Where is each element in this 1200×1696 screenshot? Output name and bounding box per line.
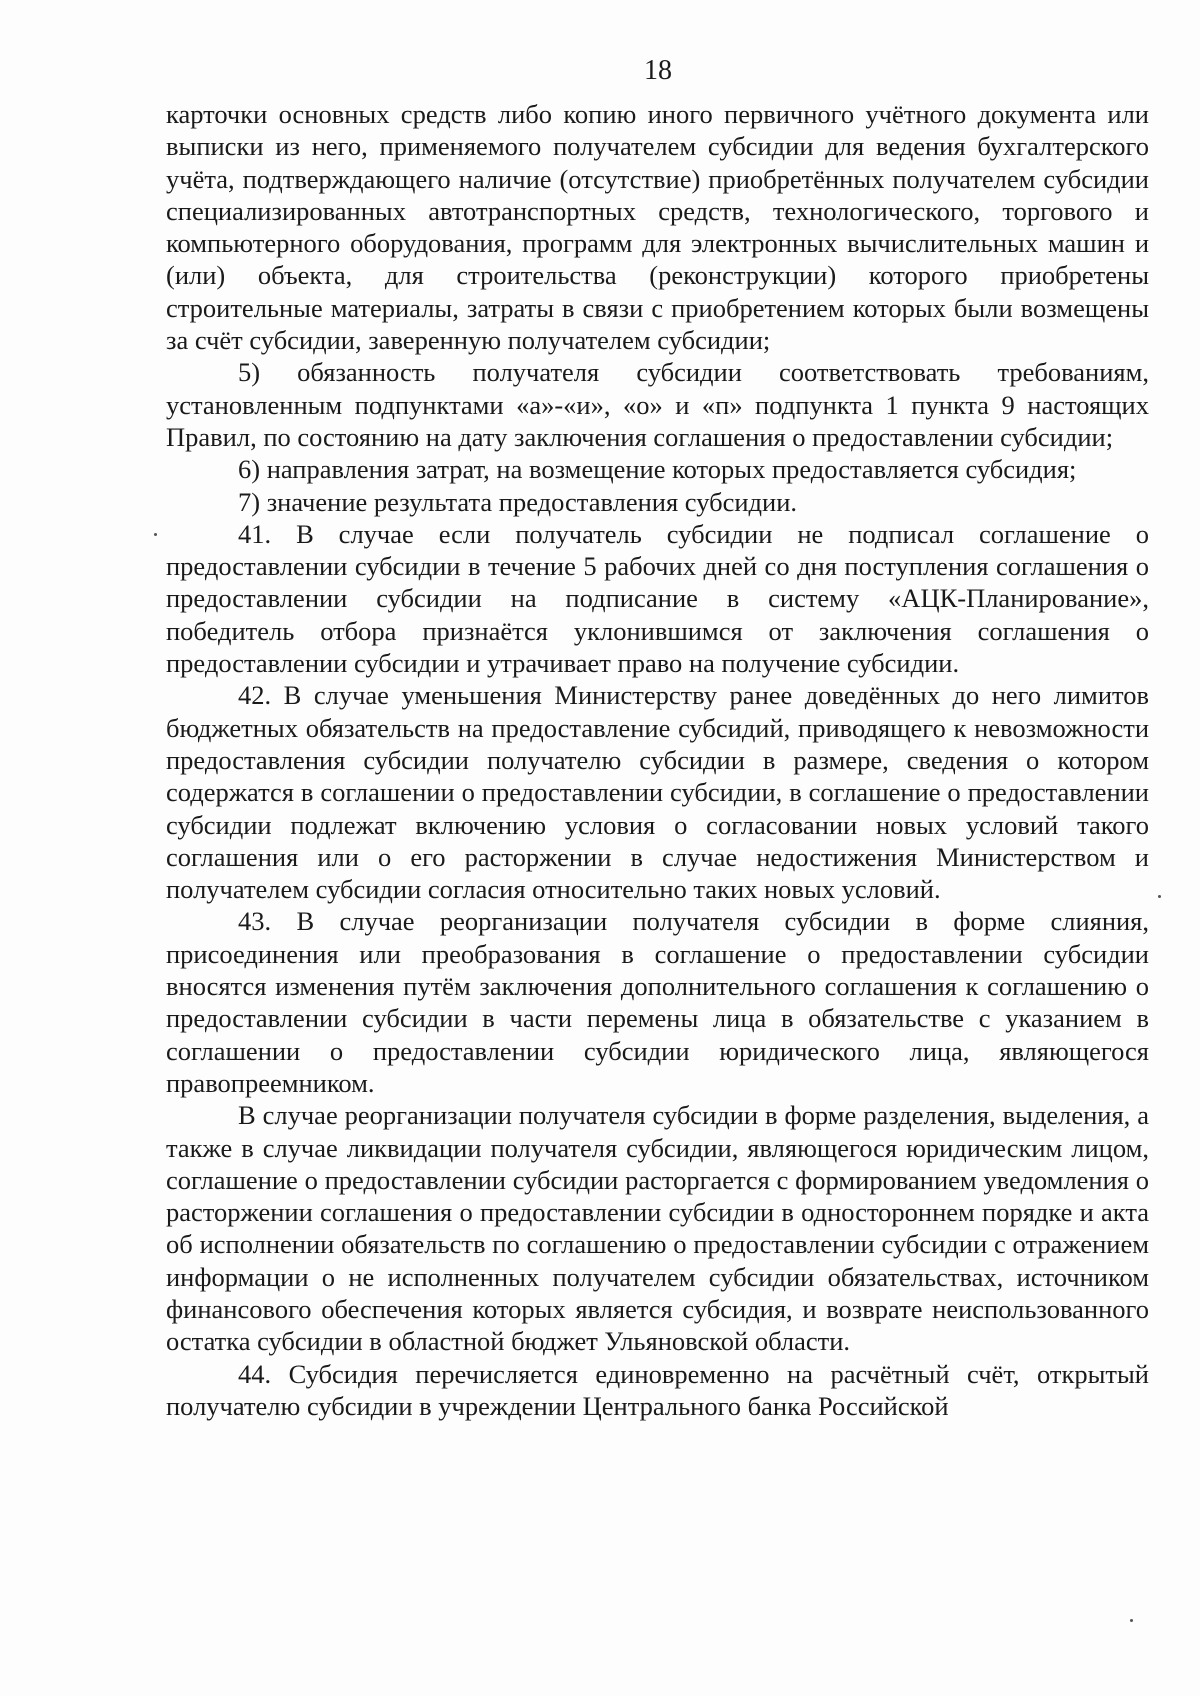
scan-speck bbox=[1158, 895, 1161, 898]
paragraph-item-7: 7) значение результата предоставления субсидии. bbox=[238, 486, 797, 517]
page-number: 18 bbox=[644, 55, 672, 86]
scan-speck bbox=[1130, 1619, 1133, 1622]
paragraph-clause-43: 43. В случае реорганизации получателя субсидии в форме слияния, присоединения или преобразования в соглашение о предоставлении субсидии вносятся изменения путём заключения дополнительного соглашения к соглашению о предоставлении субсидии в части перемены лица в обязательстве с указанием в соглашении о предоставлении субсидии юридического лица, являющегося правопреемником. bbox=[166, 906, 1149, 1098]
document-body bbox=[166, 98, 1149, 1422]
paragraph-continuation: карточки основных средств либо копию иного первичного учётного документа или выписки из него, применяемого получателем субсидии для ведения бухгалтерского учёта, подтверждающего наличие (отсутствие) приобретённых получателем субсидии специализированных автотранспортных средств, технологического, торгового и компьютерного оборудования, программ для электронных вычислительных машин и (или) объекта, для строительства (реконструкции) которого приобретены строительные материалы, затраты в связи с приобретением которых были возмещены за счёт субсидии, заверенную получателем субсидии; bbox=[166, 99, 1149, 356]
paragraph-item-6: 6) направления затрат, на возмещение которых предоставляется субсидия; bbox=[238, 454, 1077, 485]
scan-speck bbox=[154, 533, 157, 536]
paragraph-item-5: 5) обязанность получателя субсидии соответствовать требованиям, установленным подпунктами «а»-«и», «о» и «п» подпункта 1 пункта 9 настоящих Правил, по состоянию на дату заключения соглашения о предоставлении субсидии; bbox=[166, 357, 1149, 452]
paragraph-clause-43-continued: В случае реорганизации получателя субсидии в форме разделения, выделения, а также в случае ликвидации получателя субсидии, являющегося юридическим лицом, соглашение о предоставлении субсидии расторгается с формированием уведомления о расторжении соглашения о предоставлении субсидии в одностороннем порядке и акта об исполнении обязательств по соглашению о предоставлении субсидии с отражением информации о не исполненных получателем субсидии обязательствах, источником финансового обеспечения которых является субсидия, и возврате неиспользованного остатка субсидии в областной бюджет Ульяновской области. bbox=[166, 1100, 1149, 1357]
paragraph-clause-42: 42. В случае уменьшения Министерству ранее доведённых до него лимитов бюджетных обязательств на предоставление субсидий, приводящего к невозможности предоставления субсидии получателю субсидии в размере, сведения о котором содержатся в соглашении о предоставлении субсидии, в соглашение о предоставлении субсидии подлежат включению условия о согласовании новых условий такого соглашения или о его расторжении в случае недостижения Министерством и получателем субсидии согласия относительно таких новых условий. bbox=[166, 680, 1149, 905]
paragraph-clause-44: 44. Субсидия перечисляется единовременно на расчётный счёт, открытый получателю субсидии в учреждении Центрального банка Российской bbox=[166, 1358, 1149, 1421]
paragraph-clause-41: 41. В случае если получатель субсидии не подписал соглашение о предоставлении субсидии в течение 5 рабочих дней со дня поступления соглашения о предоставлении субсидии на подписание в систему «АЦК-Планирование», победитель отбора признаётся уклонившимся от заключения соглашения о предоставлении субсидии и утрачивает право на получение субсидии. bbox=[166, 518, 1149, 679]
